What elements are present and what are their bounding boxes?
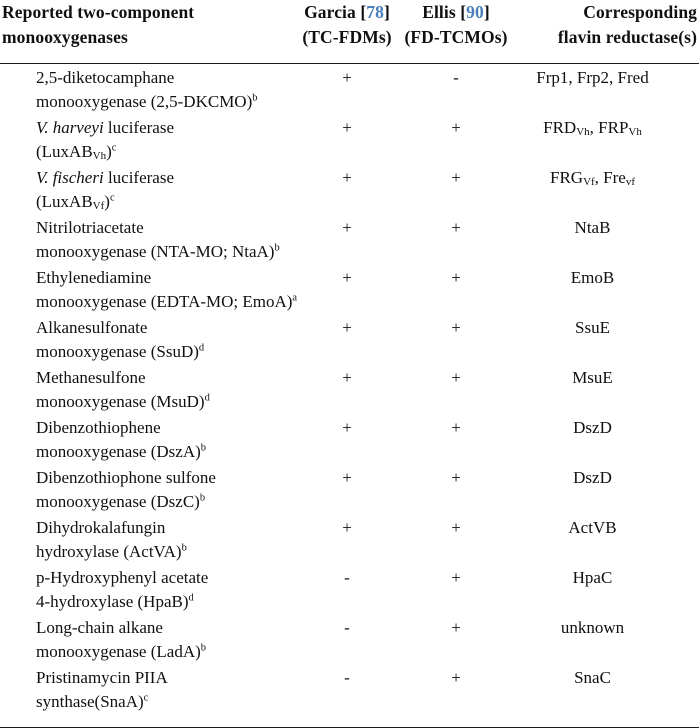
cell-ellis-mark: + [451, 318, 461, 337]
cell-monooxygenase-name [0, 364, 292, 414]
column-header-ellis [402, 0, 510, 50]
cell-flavin-reductase: unknown [560, 618, 625, 637]
footnote-marker: b [200, 642, 207, 654]
name-line1 [36, 66, 292, 90]
cell-ellis-mark: + [451, 168, 461, 187]
table-row [0, 464, 699, 514]
cell-ellis-mark: + [451, 418, 461, 437]
name-line1-text: Ethylenediamine [36, 268, 152, 287]
cell-ellis-mark: + [451, 218, 461, 237]
cell-garcia-mark: + [342, 318, 352, 337]
name-line2 [36, 490, 292, 514]
name-line2-text: hydroxylase (ActVA) [36, 542, 182, 561]
name-line2 [36, 240, 292, 264]
column-header-reductase [510, 0, 699, 50]
name-line1 [36, 616, 292, 640]
name-line2-text: synthase(SnaA) [36, 692, 144, 711]
table-row [0, 314, 699, 364]
name-line1-text: Nitrilotriacetate [36, 218, 144, 237]
cell-garcia-mark: + [342, 168, 352, 187]
name-line2-text: monooxygenase (MsuD) [36, 392, 205, 411]
footer-rule-cell [0, 714, 699, 728]
table-header [0, 0, 699, 64]
cell-ellis-mark: + [451, 568, 461, 587]
name-line1-text: Pristinamycin PIIA [36, 668, 168, 687]
table-footer [0, 714, 699, 728]
cell-monooxygenase-name [0, 64, 292, 114]
name-line2-text: monooxygenase (NTA-MO; NtaA) [36, 242, 275, 261]
name-line2 [36, 440, 292, 464]
cell-flavin-reductase: SnaC [574, 668, 611, 687]
reductase-name-part2: , FRP [589, 118, 629, 137]
footnote-marker: c [109, 192, 115, 204]
cell-garcia-mark: - [344, 618, 350, 637]
cell-flavin-reductase: EmoB [570, 268, 615, 287]
name-line2 [36, 90, 292, 114]
name-line2 [36, 690, 292, 714]
reductase-name-part1: FRD [543, 118, 577, 137]
table-row [0, 114, 699, 164]
cell-garcia-mark: + [342, 118, 352, 137]
footnote-marker: d [188, 592, 194, 604]
footer-rule-row [0, 714, 699, 728]
cell-garcia-mark: - [344, 668, 350, 687]
cell-flavin-reductase: DszD [573, 418, 612, 437]
column-header-monooxygenases [0, 0, 292, 50]
name-line2-text: (LuxAB [36, 142, 93, 161]
column-header-garcia [292, 0, 402, 50]
reductase-subscript-1: Vf [583, 175, 595, 188]
cell-ellis-mark: + [451, 368, 461, 387]
table-row [0, 64, 699, 114]
name-strain-subscript: Vf [92, 199, 105, 212]
name-line1 [36, 216, 292, 240]
name-line2-text: 4-hydroxylase (HpaB) [36, 592, 189, 611]
footnote-marker: b [252, 92, 258, 104]
cell-flavin-reductase: Frp1, Frp2, Fred [536, 68, 649, 87]
garcia-author-label: Garcia [ [304, 2, 367, 22]
name-line1-text: Dihydrokalafungin [36, 518, 166, 537]
table-row [0, 264, 699, 314]
name-line1 [36, 416, 292, 440]
header-rule-cell [0, 50, 699, 64]
name-line2-text: monooxygenase (DszA) [36, 442, 201, 461]
cell-flavin-reductase [510, 164, 699, 214]
cell-garcia-mark: + [342, 418, 352, 437]
cell-flavin-reductase: DszD [573, 468, 612, 487]
name-line1 [36, 316, 292, 340]
name-line2 [36, 340, 292, 364]
column-header-garcia-line2: (TC-FDMs) [302, 27, 392, 47]
ellis-author-label: Ellis [ [422, 2, 467, 22]
table-row [0, 214, 699, 264]
name-line2-text: monooxygenase (2,5-DKCMO) [36, 92, 253, 111]
name-line1-text: Dibenzothiophene [36, 418, 161, 437]
reductase-name-part1: FRG [549, 168, 584, 187]
cell-monooxygenase-name [0, 414, 292, 464]
cell-ellis-mark: + [451, 618, 461, 637]
cell-monooxygenase-name [0, 114, 292, 164]
column-header-monooxygenases-line1: Reported two-component [2, 2, 195, 22]
cell-ellis-mark: - [453, 68, 459, 87]
name-line1 [36, 266, 292, 290]
column-header-monooxygenases-line2: monooxygenases [2, 27, 128, 47]
name-line1-text: Methanesulfone [36, 368, 146, 387]
footnote-marker: d [198, 342, 205, 354]
cell-monooxygenase-name [0, 464, 292, 514]
species-name-italic: V. fischeri [36, 168, 104, 187]
cell-flavin-reductase: ActVB [568, 518, 617, 537]
cell-monooxygenase-name [0, 314, 292, 364]
cell-garcia-mark: + [342, 368, 352, 387]
footnote-marker: b [181, 542, 187, 554]
footnote-marker: a [292, 292, 298, 304]
name-line1-rest: luciferase [103, 118, 174, 137]
name-line2 [36, 390, 292, 414]
table-row [0, 164, 699, 214]
name-strain-subscript: Vh [92, 149, 107, 162]
cell-monooxygenase-name [0, 164, 292, 214]
name-line2-close: ) [104, 192, 110, 211]
ellis-reference-number[interactable]: 90 [466, 2, 484, 22]
reductase-name-part2: , Fre [594, 168, 626, 187]
name-line2-text: monooxygenase (SsuD) [36, 342, 199, 361]
name-line2-text: monooxygenase (DszC) [36, 492, 200, 511]
name-line1-text: Long-chain alkane [36, 618, 163, 637]
cell-ellis-mark: + [451, 268, 461, 287]
name-line1 [36, 516, 292, 540]
column-header-reductase-line1: Corresponding [583, 2, 697, 22]
name-line1 [36, 466, 292, 490]
name-line2 [36, 140, 292, 164]
cell-garcia-mark: + [342, 468, 352, 487]
cell-garcia-mark: - [344, 568, 350, 587]
cell-ellis-mark: + [451, 468, 461, 487]
cell-garcia-mark: + [342, 518, 352, 537]
name-line2-text: monooxygenase (EDTA-MO; EmoA) [36, 292, 293, 311]
cell-garcia-mark: + [342, 68, 352, 87]
name-line1-text: Alkanesulfonate [36, 318, 148, 337]
cell-monooxygenase-name [0, 664, 292, 714]
table-row [0, 564, 699, 614]
ellis-bracket-close: ] [483, 2, 490, 22]
footnote-marker: c [143, 692, 149, 704]
cell-ellis-mark: + [451, 518, 461, 537]
name-line1-text: p-Hydroxyphenyl acetate [36, 568, 209, 587]
cell-flavin-reductase: SsuE [575, 318, 610, 337]
garcia-reference-number[interactable]: 78 [366, 2, 384, 22]
cell-monooxygenase-name [0, 564, 292, 614]
name-line1-text: 2,5-diketocamphane [36, 68, 175, 87]
name-line2-text: (LuxAB [36, 192, 93, 211]
name-line2-text: monooxygenase (LadA) [36, 642, 201, 661]
name-line1-rest: luciferase [103, 168, 175, 187]
species-name-italic: V. harveyi [36, 118, 104, 137]
cell-monooxygenase-name [0, 264, 298, 314]
name-line1 [36, 116, 292, 140]
column-header-reductase-line2: flavin reductase(s) [557, 27, 697, 47]
cell-monooxygenase-name [0, 214, 292, 264]
column-header-ellis-line1 [402, 0, 510, 25]
name-line1-text: Dibenzothiophone sulfone [36, 468, 216, 487]
name-line2 [36, 190, 292, 214]
name-line2 [36, 540, 292, 564]
garcia-bracket-close: ] [383, 2, 390, 22]
footnote-marker: b [199, 492, 206, 504]
table-row [0, 364, 699, 414]
reductase-subscript-2: vf [625, 175, 636, 188]
table-row [0, 664, 699, 714]
footnote-marker: c [111, 142, 117, 154]
header-rule-row [0, 50, 699, 64]
cell-garcia-mark: + [342, 218, 352, 237]
footnote-marker: d [204, 392, 210, 404]
column-header-garcia-line1 [292, 0, 402, 25]
cell-ellis-mark: + [451, 118, 461, 137]
footnote-marker: b [200, 442, 207, 454]
table-body [0, 64, 699, 714]
cell-flavin-reductase: NtaB [574, 218, 611, 237]
name-line1 [36, 666, 292, 690]
reductase-subscript-1: Vh [576, 125, 590, 138]
reductase-subscript-2: Vh [628, 125, 642, 138]
cell-monooxygenase-name [0, 514, 292, 564]
column-header-ellis-line2: (FD-TCMOs) [404, 27, 508, 47]
name-line1 [36, 566, 292, 590]
header-row [0, 0, 699, 50]
name-line2-close: ) [106, 142, 112, 161]
cell-garcia-mark: + [342, 268, 352, 287]
cell-flavin-reductase: MsuE [572, 368, 613, 387]
cell-ellis-mark: + [451, 668, 461, 687]
cell-flavin-reductase [510, 114, 699, 164]
table-row [0, 614, 699, 664]
name-line1 [36, 366, 292, 390]
name-line2 [36, 640, 292, 664]
cell-monooxygenase-name [0, 614, 292, 664]
table-row [0, 514, 699, 564]
name-line2 [36, 590, 292, 614]
cell-flavin-reductase: HpaC [572, 568, 613, 587]
name-line1 [36, 166, 292, 190]
footnote-marker: b [274, 242, 280, 254]
table-row [0, 414, 699, 464]
name-line2 [36, 290, 298, 314]
